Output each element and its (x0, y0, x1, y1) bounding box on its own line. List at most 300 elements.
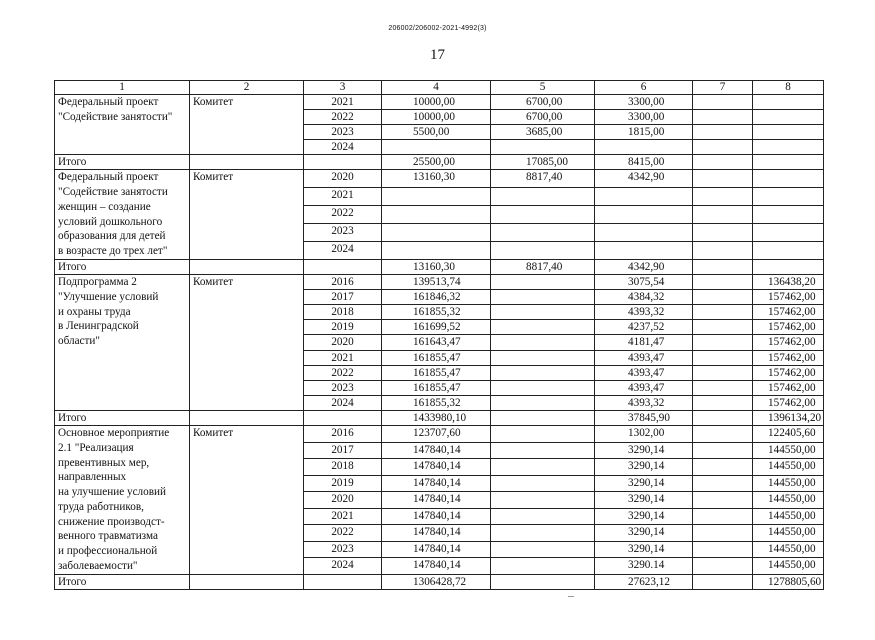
amount-total-value: 10000,00 (413, 111, 455, 124)
amount-total (382, 350, 491, 365)
total-amount-regional (595, 259, 693, 274)
amount-regional-value: 4393,47 (628, 366, 665, 379)
amount-other (753, 525, 824, 542)
amount-total-value: 161855,47 (413, 366, 461, 379)
amount-other-value: 157462,00 (768, 336, 816, 349)
executor-cell: Комитет (190, 95, 304, 155)
amount-total (382, 365, 491, 380)
amount-federal (491, 275, 595, 290)
amount-other (753, 188, 824, 206)
amount-other (753, 492, 824, 509)
amount-total (382, 459, 491, 476)
total-amount-total-value: 13160,30 (413, 260, 455, 273)
amount-regional-value: 4181,47 (628, 336, 665, 349)
amount-federal (491, 426, 595, 443)
amount-other (753, 242, 824, 260)
amount-federal-value: 6700,00 (526, 111, 563, 124)
total-amount-other-value: 1278805,60 (768, 575, 822, 588)
amount-local (693, 335, 753, 350)
amount-regional-value: 3290,14 (628, 542, 665, 555)
year-cell: 2016 (304, 426, 382, 443)
amount-regional (595, 305, 693, 320)
amount-local (693, 541, 753, 558)
header-row (55, 81, 824, 95)
program-name-line: Федеральный проект (58, 171, 159, 184)
amount-total (382, 395, 491, 410)
amount-federal (491, 350, 595, 365)
amount-other (753, 508, 824, 525)
amount-federal-value: 8817,40 (526, 171, 563, 184)
program-name-cell (55, 170, 190, 260)
amount-total-value: 5500,00 (413, 126, 450, 139)
amount-regional-value: 3290,14 (628, 526, 665, 538)
header-cell: 7 (693, 81, 753, 95)
amount-local (693, 525, 753, 542)
amount-regional (595, 459, 693, 476)
total-amount-local (693, 155, 753, 170)
program-name-line: образования для детей (58, 230, 166, 243)
amount-other (753, 558, 824, 575)
amount-federal (491, 290, 595, 305)
amount-federal (491, 558, 595, 575)
amount-regional-value: 4393,32 (628, 396, 665, 409)
program-name-line: и охраны труда (58, 305, 131, 318)
header-cell: 3 (304, 81, 382, 95)
amount-federal (491, 125, 595, 140)
amount-local (693, 442, 753, 459)
total-label: Итого (55, 574, 190, 589)
total-amount-total (382, 410, 491, 425)
program-name-cell (55, 95, 190, 155)
total-label: Итого (55, 259, 190, 274)
amount-local (693, 492, 753, 509)
year-cell (304, 155, 382, 170)
amount-federal (491, 110, 595, 125)
total-amount-local (693, 410, 753, 425)
amount-total (382, 508, 491, 525)
amount-total (382, 426, 491, 443)
amount-regional (595, 426, 693, 443)
total-row (55, 259, 824, 274)
amount-other (753, 275, 824, 290)
amount-regional-value: 4342,90 (628, 171, 665, 184)
document-code: 206002/206002-2021-4992(3) (388, 25, 487, 32)
year-cell: 2023 (304, 224, 382, 242)
total-amount-total-value: 25500,00 (413, 156, 455, 169)
executor-cell (190, 155, 304, 170)
amount-total-value: 147840,14 (413, 460, 461, 472)
amount-regional (595, 224, 693, 242)
amount-local (693, 350, 753, 365)
amount-local (693, 275, 753, 290)
total-amount-total-value: 1433980,10 (413, 411, 467, 424)
executor-cell: Комитет (190, 275, 304, 411)
amount-federal (491, 224, 595, 242)
amount-regional (595, 320, 693, 335)
amount-total (382, 558, 491, 575)
amount-regional (595, 395, 693, 410)
total-label: Итого (55, 155, 190, 170)
amount-local (693, 224, 753, 242)
amount-federal (491, 380, 595, 395)
amount-other-value: 157462,00 (768, 366, 816, 379)
amount-regional-value: 4393,47 (628, 381, 665, 394)
amount-other (753, 541, 824, 558)
amount-local (693, 242, 753, 260)
program-name-line: Основное мероприятие (58, 427, 170, 439)
amount-regional (595, 335, 693, 350)
year-cell: 2021 (304, 350, 382, 365)
total-row (55, 155, 824, 170)
year-cell: 2020 (304, 492, 382, 509)
amount-total (382, 442, 491, 459)
total-amount-total (382, 155, 491, 170)
amount-total-value: 147840,14 (413, 559, 461, 571)
amount-regional-value: 3290,14 (628, 509, 665, 522)
amount-local (693, 95, 753, 110)
amount-other (753, 380, 824, 395)
amount-regional (595, 508, 693, 525)
header-cell: 4 (382, 81, 491, 95)
year-cell: 2016 (304, 275, 382, 290)
program-name-line: Федеральный проект (58, 96, 159, 108)
year-cell: 2021 (304, 95, 382, 110)
program-name-line: области" (58, 335, 100, 348)
amount-total (382, 95, 491, 110)
amount-regional (595, 558, 693, 575)
amount-federal (491, 305, 595, 320)
table-row (55, 170, 824, 188)
amount-local (693, 459, 753, 476)
amount-local (693, 290, 753, 305)
amount-federal (491, 320, 595, 335)
table-row (55, 275, 824, 290)
amount-total (382, 492, 491, 509)
amount-federal (491, 140, 595, 155)
amount-regional-value: 4384,32 (628, 291, 665, 304)
total-amount-other (753, 574, 824, 589)
total-amount-other (753, 155, 824, 170)
year-cell: 2019 (304, 320, 382, 335)
program-name-line: "Содействие занятости (58, 186, 168, 199)
amount-other-value: 157462,00 (768, 321, 816, 334)
amount-other (753, 442, 824, 459)
amount-total (382, 305, 491, 320)
total-amount-local (693, 259, 753, 274)
amount-local (693, 508, 753, 525)
amount-total-value: 161846,32 (413, 291, 461, 304)
amount-local (693, 426, 753, 443)
program-name-line: 2.1 "Реализация (58, 441, 134, 454)
amount-other-value: 157462,00 (768, 396, 816, 409)
amount-local (693, 380, 753, 395)
amount-other (753, 395, 824, 410)
total-amount-regional-value: 4342,90 (628, 260, 665, 273)
amount-other (753, 320, 824, 335)
amount-federal (491, 475, 595, 492)
total-row (55, 410, 824, 425)
amount-regional-value: 3300,00 (628, 96, 665, 108)
amount-other (753, 110, 824, 125)
amount-total-value: 161855,32 (413, 396, 461, 409)
amount-total-value: 161855,47 (413, 381, 461, 394)
amount-other-value: 157462,00 (768, 381, 816, 394)
program-name-line: превентивных мер, (58, 456, 150, 469)
program-name-line: "Содействие занятости" (58, 110, 173, 123)
table-row (55, 95, 824, 110)
amount-federal (491, 508, 595, 525)
program-name-cell (55, 275, 190, 411)
table-row (55, 426, 824, 443)
amount-total-value: 147840,14 (413, 443, 461, 456)
amount-federal (491, 242, 595, 260)
amount-local (693, 305, 753, 320)
amount-total-value: 10000,00 (413, 96, 455, 108)
amount-total-value: 161643,47 (413, 336, 461, 349)
amount-regional (595, 365, 693, 380)
page-number: 17 (430, 47, 445, 63)
year-cell: 2024 (304, 242, 382, 260)
total-amount-regional-value: 37845,90 (628, 411, 670, 424)
program-name-line: венного травматизма (58, 530, 158, 543)
amount-regional (595, 541, 693, 558)
amount-total (382, 275, 491, 290)
amount-federal (491, 541, 595, 558)
year-cell: 2020 (304, 170, 382, 188)
header-cell: 8 (753, 81, 824, 95)
total-amount-regional-value: 8415,00 (628, 156, 665, 169)
amount-federal (491, 335, 595, 350)
year-cell: 2022 (304, 110, 382, 125)
amount-federal-value: 6700,00 (526, 96, 563, 108)
amount-other (753, 305, 824, 320)
amount-other (753, 95, 824, 110)
amount-other (753, 459, 824, 476)
amount-regional (595, 290, 693, 305)
executor-cell: Комитет (190, 426, 304, 575)
year-cell (304, 259, 382, 274)
amount-federal (491, 365, 595, 380)
amount-other-value: 144550,00 (768, 493, 816, 505)
amount-local (693, 170, 753, 188)
program-name-line: в Ленинградской (58, 320, 139, 333)
program-name-line: снижение производст- (58, 515, 165, 528)
amount-federal (491, 95, 595, 110)
amount-total (382, 242, 491, 260)
total-amount-regional-value: 27623,12 (628, 575, 670, 588)
year-cell: 2019 (304, 475, 382, 492)
amount-regional-value: 3290,14 (628, 493, 665, 505)
year-cell: 2023 (304, 125, 382, 140)
amount-regional (595, 475, 693, 492)
amount-local (693, 206, 753, 224)
amount-total (382, 188, 491, 206)
header-cell: 2 (190, 81, 304, 95)
year-cell: 2017 (304, 442, 382, 459)
amount-other-value: 157462,00 (768, 351, 816, 364)
amount-other-value: 136438,20 (768, 276, 816, 289)
program-name-line: условий дошкольного (58, 215, 163, 228)
amount-other-value: 144550,00 (768, 460, 816, 472)
amount-total (382, 335, 491, 350)
year-cell (304, 574, 382, 589)
amount-other-value: 144550,00 (768, 443, 816, 456)
amount-other-value: 144550,00 (768, 542, 816, 555)
total-amount-other (753, 410, 824, 425)
header-cell: 6 (595, 81, 693, 95)
amount-regional (595, 95, 693, 110)
amount-local (693, 125, 753, 140)
amount-other (753, 170, 824, 188)
amount-total-value: 139513,74 (413, 276, 461, 289)
amount-other (753, 224, 824, 242)
amount-other-value: 144550,00 (768, 509, 816, 522)
program-name-line: Подпрограмма 2 (58, 276, 137, 289)
year-cell: 2018 (304, 459, 382, 476)
year-cell: 2023 (304, 380, 382, 395)
amount-total-value: 161699,52 (413, 321, 461, 334)
amount-federal (491, 492, 595, 509)
amount-total-value: 147840,14 (413, 542, 461, 555)
year-cell: 2022 (304, 365, 382, 380)
total-amount-other (753, 259, 824, 274)
amount-local (693, 140, 753, 155)
amount-regional (595, 125, 693, 140)
total-amount-regional (595, 574, 693, 589)
total-row (55, 574, 824, 589)
amount-federal (491, 206, 595, 224)
amount-local (693, 188, 753, 206)
amount-regional-value: 3300,00 (628, 111, 665, 124)
amount-total (382, 475, 491, 492)
amount-regional (595, 525, 693, 542)
amount-total-value: 161855,47 (413, 351, 461, 364)
total-amount-total-value: 1306428,72 (413, 575, 467, 588)
total-amount-other-value: 1396134,20 (768, 411, 822, 424)
amount-total-value: 123707,60 (413, 427, 461, 439)
amount-other (753, 290, 824, 305)
year-cell: 2024 (304, 395, 382, 410)
financing-table (54, 80, 824, 590)
year-cell: 2018 (304, 305, 382, 320)
total-amount-local (693, 574, 753, 589)
amount-other-value: 157462,00 (768, 291, 816, 304)
program-name-line: на улучшение условий (58, 486, 166, 498)
amount-other (753, 350, 824, 365)
amount-regional-value: 3290,14 (628, 443, 665, 456)
total-amount-federal-value: 17085,00 (526, 156, 568, 169)
year-cell: 2024 (304, 558, 382, 575)
amount-total-value: 13160,30 (413, 171, 455, 184)
amount-federal (491, 188, 595, 206)
amount-total (382, 110, 491, 125)
amount-federal (491, 170, 595, 188)
amount-regional (595, 275, 693, 290)
executor-cell (190, 259, 304, 274)
amount-federal (491, 442, 595, 459)
amount-other-value: 157462,00 (768, 306, 816, 319)
program-name-cell (55, 426, 190, 575)
amount-local (693, 320, 753, 335)
amount-other (753, 365, 824, 380)
amount-regional (595, 110, 693, 125)
amount-other (753, 140, 824, 155)
amount-total-value: 147840,14 (413, 509, 461, 522)
total-amount-regional (595, 155, 693, 170)
amount-total-value: 147840,14 (413, 526, 461, 538)
amount-regional-value: 4393,32 (628, 306, 665, 319)
year-cell: 2022 (304, 206, 382, 224)
amount-other-value: 144550,00 (768, 559, 816, 571)
amount-local (693, 395, 753, 410)
amount-federal-value: 3685,00 (526, 126, 563, 139)
program-name-line: и профессиональной (58, 545, 158, 557)
amount-total-value: 147840,14 (413, 493, 461, 505)
total-amount-total (382, 259, 491, 274)
amount-regional (595, 242, 693, 260)
executor-cell: Комитет (190, 170, 304, 260)
amount-total (382, 380, 491, 395)
amount-total (382, 125, 491, 140)
total-amount-federal (491, 155, 595, 170)
year-cell: 2024 (304, 140, 382, 155)
amount-regional-value: 3075,54 (628, 276, 665, 289)
total-amount-regional (595, 410, 693, 425)
year-cell: 2023 (304, 541, 382, 558)
year-cell: 2021 (304, 508, 382, 525)
program-name-line: заболеваемости" (58, 559, 138, 572)
amount-local (693, 110, 753, 125)
program-name-line: в возрасте до трех лет" (58, 245, 168, 258)
amount-regional-value: 1815,00 (628, 126, 665, 139)
amount-other (753, 206, 824, 224)
amount-other (753, 125, 824, 140)
header-cell: 5 (491, 81, 595, 95)
amount-regional (595, 170, 693, 188)
amount-total (382, 224, 491, 242)
amount-other-value: 122405,60 (768, 427, 816, 439)
amount-other (753, 475, 824, 492)
total-amount-federal-value: 8817,40 (526, 260, 563, 273)
year-cell: 2017 (304, 290, 382, 305)
amount-other (753, 335, 824, 350)
amount-regional-value: 3290,14 (628, 460, 665, 472)
amount-total (382, 140, 491, 155)
program-name-line: женщин – создание (58, 200, 151, 213)
amount-regional-value: 4393,47 (628, 351, 665, 364)
amount-local (693, 365, 753, 380)
amount-regional (595, 380, 693, 395)
total-amount-federal (491, 259, 595, 274)
amount-regional (595, 350, 693, 365)
total-amount-federal (491, 410, 595, 425)
year-cell (304, 410, 382, 425)
amount-total (382, 320, 491, 335)
amount-regional (595, 188, 693, 206)
amount-local (693, 475, 753, 492)
amount-total-value: 147840,14 (413, 476, 461, 489)
amount-regional (595, 206, 693, 224)
amount-total-value: 161855,32 (413, 306, 461, 319)
amount-regional-value: 3290.14 (628, 559, 665, 571)
amount-total (382, 541, 491, 558)
amount-regional-value: 3290,14 (628, 476, 665, 489)
amount-other (753, 426, 824, 443)
header-cell: 1 (55, 81, 190, 95)
amount-total (382, 170, 491, 188)
program-name-line: "Улучшение условий (58, 290, 159, 303)
year-cell: 2021 (304, 188, 382, 206)
